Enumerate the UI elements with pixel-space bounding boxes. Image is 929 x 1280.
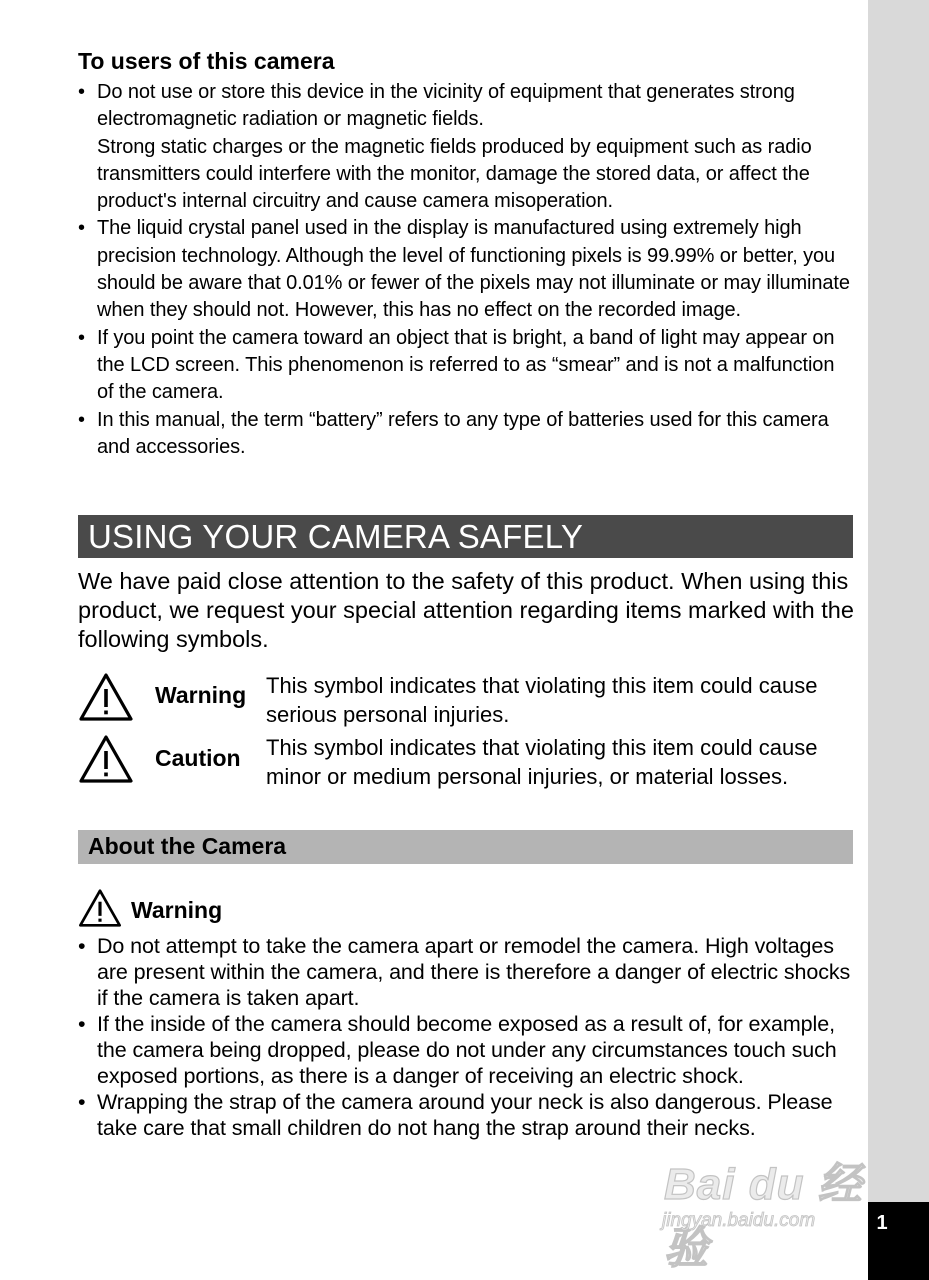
page-number: 1 [876, 1212, 888, 1234]
paragraph: • In this manual, the term “battery” refers to any type of batteries used for this camera and accessories. [97, 408, 829, 458]
safety-section-banner [78, 515, 853, 558]
camera-warning-list [78, 933, 853, 1141]
caution-symbol-row [78, 734, 853, 794]
about-camera-heading: About the Camera [88, 833, 287, 859]
paragraph: • Do not use or store this device in the vicinity of equipment that generates strong electromagnetic radiation or magnetic fields. [97, 81, 795, 131]
warning-triangle-icon [78, 672, 134, 722]
warning-triangle-icon [78, 888, 122, 928]
safety-section-heading: USING YOUR CAMERA SAFELY [88, 518, 584, 555]
paragraph: Strong static charges or the magnetic fields produced by equipment such as radio transmitters could interfere with the monitor, damage the stored data, or affect the product's internal circuitry and cause camera misoperation. [97, 135, 812, 213]
about-warning-label: Warning [131, 897, 223, 923]
warning-triangle-icon [78, 734, 134, 784]
caution-description: This symbol indicates that violating this item could cause minor or medium personal injuries, or material losses. [266, 735, 818, 789]
safety-intro: We have paid close attention to the safety of this product. When using this product, we request your special attention regarding items marked with the following symbols. [78, 568, 854, 652]
list-item [78, 215, 853, 324]
side-tab [868, 0, 929, 1280]
page-number-box [868, 1202, 929, 1280]
about-warning-heading [78, 890, 378, 930]
watermark-url: jingyan.baidu.com [662, 1210, 816, 1231]
list-item [78, 325, 853, 407]
list-item [78, 407, 853, 462]
caution-label: Caution [155, 745, 241, 771]
list-item: • If the inside of the camera should become exposed as a result of, for example, the camera being dropped, please do not under any circumstances touch such exposed portions, as there is a danger of receiving an electric shock. [78, 1011, 853, 1089]
watermark-logo-text: Bai du 经验 [664, 1160, 863, 1273]
watermark [660, 1140, 865, 1273]
paragraph: • The liquid crystal panel used in the display is manufactured using extremely high precision technology. Although the level of functioning pixels is 99.99% or better, you should be aware that 0.01% or fewer of the pixels may not illuminate or may illuminate when they should not. However, this has no effect on the recorded image. [97, 217, 850, 322]
list-item: • Wrapping the strap of the camera around your neck is also dangerous. Please take care that small children do not hang the strap around their necks. [78, 1089, 853, 1141]
warning-description: This symbol indicates that violating this item could cause serious personal injuries. [266, 673, 818, 727]
users-section-title: To users of this camera [78, 48, 335, 74]
warning-symbol-row [78, 672, 853, 732]
about-camera-bar [78, 830, 853, 864]
warning-label: Warning [155, 682, 247, 708]
paragraph: • If you point the camera toward an object that is bright, a band of light may appear on the LCD screen. This phenomenon is referred to as “smear” and is not a malfunction of the camera. [97, 326, 835, 404]
list-item: • Do not attempt to take the camera apart or remodel the camera. High voltages are present within the camera, and there is therefore a danger of electric shocks if the camera is taken apart. [78, 933, 853, 1011]
users-bullet-list [78, 79, 853, 461]
list-item [78, 79, 853, 215]
